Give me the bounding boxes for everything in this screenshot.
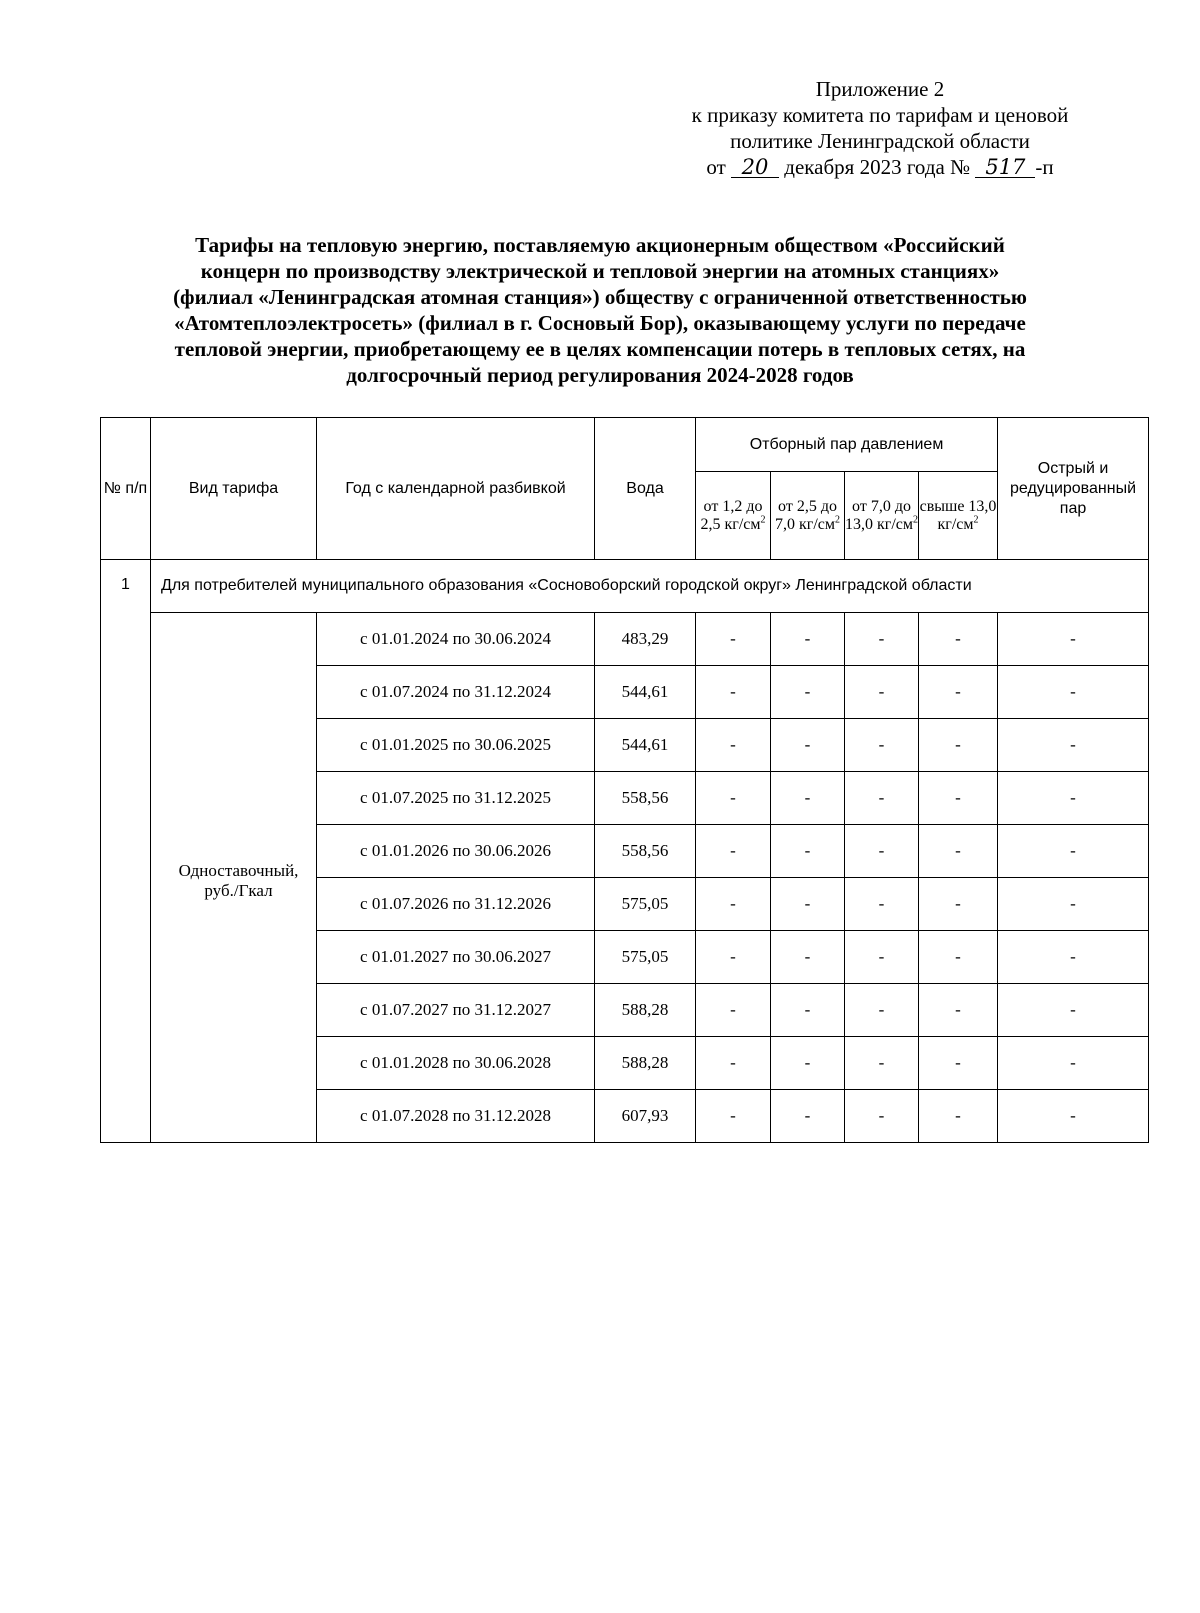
p4-cell: - <box>919 613 998 666</box>
p2-cell: - <box>771 1090 845 1143</box>
sharp-cell: - <box>998 666 1149 719</box>
handwritten-order-number: 517 <box>975 157 1035 178</box>
p4-cell: - <box>919 984 998 1037</box>
p4-cell: - <box>919 878 998 931</box>
header-num: № п/п <box>101 418 151 560</box>
header-pressure-3: от 7,0 до 13,0 $кг/см^2$ <box>845 472 919 560</box>
period-cell: с 01.07.2026 по 31.12.2026 <box>317 878 595 931</box>
p1-cell: - <box>696 1090 771 1143</box>
p3-cell: - <box>845 1090 919 1143</box>
p3-cell: - <box>845 719 919 772</box>
title-line: «Атомтеплоэлектросеть» (филиал в г. Сосновый Бор), оказывающему услуги по передаче <box>174 311 1026 335</box>
p4-cell: - <box>919 931 998 984</box>
sharp-cell: - <box>998 878 1149 931</box>
table-row <box>101 613 1149 666</box>
appendix-header <box>650 76 1110 180</box>
sharp-cell: - <box>998 613 1149 666</box>
appendix-order-ref: к приказу комитета по тарифам и ценовой <box>691 103 1069 127</box>
p3-cell: - <box>845 666 919 719</box>
date-prefix: от <box>706 155 726 179</box>
period-cell: с 01.01.2026 по 30.06.2026 <box>317 825 595 878</box>
title-line: тепловой энергии, приобретающему ее в целях компенсации потерь в тепловых сетях, на <box>174 337 1026 361</box>
sharp-cell: - <box>998 1090 1149 1143</box>
p1-cell: - <box>696 613 771 666</box>
title-line: концерн по производству электрической и тепловой энергии на атомных станциях» <box>200 259 1000 283</box>
period-cell: с 01.07.2027 по 31.12.2027 <box>317 984 595 1037</box>
p2-cell: - <box>771 931 845 984</box>
water-cell: 575,05 <box>595 931 696 984</box>
title-line: (филиал «Ленинградская атомная станция») обществу с ограниченной ответственностью <box>173 285 1027 309</box>
water-cell: 575,05 <box>595 878 696 931</box>
sharp-cell: - <box>998 825 1149 878</box>
p1-cell: - <box>696 1037 771 1090</box>
appendix-title: Приложение 2 <box>815 77 945 101</box>
p2-cell: - <box>771 772 845 825</box>
p4-cell: - <box>919 1037 998 1090</box>
p2-cell: - <box>771 1037 845 1090</box>
sharp-cell: - <box>998 772 1149 825</box>
appendix-committee: политике Ленинградской области <box>730 129 1030 153</box>
period-cell: с 01.01.2024 по 30.06.2024 <box>317 613 595 666</box>
p4-cell: - <box>919 772 998 825</box>
p4-cell: - <box>919 1090 998 1143</box>
header-steam-group: Отборный пар давлением <box>696 418 998 472</box>
p2-cell: - <box>771 613 845 666</box>
title-line: Тарифы на тепловую энергию, поставляемую акционерным обществом «Российский <box>195 233 1005 257</box>
period-cell: с 01.07.2028 по 31.12.2028 <box>317 1090 595 1143</box>
date-middle: декабря 2023 года № <box>784 155 971 179</box>
p1-cell: - <box>696 984 771 1037</box>
water-cell: 544,61 <box>595 719 696 772</box>
header-pressure-4: свыше 13,0 $кг/см^2$ <box>919 472 998 560</box>
tariff-table <box>100 417 1149 1143</box>
water-cell: 483,29 <box>595 613 696 666</box>
p2-cell: - <box>771 719 845 772</box>
water-cell: 588,28 <box>595 984 696 1037</box>
handwritten-day: 20 <box>731 157 779 178</box>
header-pressure-1: от 1,2 до 2,5 $кг/см^2$ <box>696 472 771 560</box>
water-cell: 544,61 <box>595 666 696 719</box>
consumers-group-label: Для потребителей муниципального образования «Сосновоборский городской округ» Ленинградской области <box>151 560 1149 613</box>
p3-cell: - <box>845 1037 919 1090</box>
p3-cell: - <box>845 878 919 931</box>
header-tariff-type: Вид тарифа <box>151 418 317 560</box>
water-cell: 558,56 <box>595 772 696 825</box>
p1-cell: - <box>696 719 771 772</box>
sharp-cell: - <box>998 984 1149 1037</box>
p1-cell: - <box>696 825 771 878</box>
period-cell: с 01.01.2027 по 30.06.2027 <box>317 931 595 984</box>
sharp-cell: - <box>998 931 1149 984</box>
title-line: долгосрочный период регулирования 2024-2028 годов <box>346 363 854 387</box>
row-number: 1 <box>101 560 151 1143</box>
p4-cell: - <box>919 666 998 719</box>
table-body <box>101 560 1149 1143</box>
p1-cell: - <box>696 666 771 719</box>
p4-cell: - <box>919 719 998 772</box>
p2-cell: - <box>771 878 845 931</box>
water-cell: 607,93 <box>595 1090 696 1143</box>
p1-cell: - <box>696 878 771 931</box>
header-sharp-steam: Острый и редуцированный пар <box>998 418 1149 560</box>
water-cell: 588,28 <box>595 1037 696 1090</box>
p2-cell: - <box>771 984 845 1037</box>
period-cell: с 01.07.2025 по 31.12.2025 <box>317 772 595 825</box>
p4-cell: - <box>919 825 998 878</box>
p1-cell: - <box>696 772 771 825</box>
p3-cell: - <box>845 613 919 666</box>
p3-cell: - <box>845 825 919 878</box>
appendix-date-line <box>650 154 1110 180</box>
p2-cell: - <box>771 666 845 719</box>
sharp-cell: - <box>998 719 1149 772</box>
period-cell: с 01.01.2025 по 30.06.2025 <box>317 719 595 772</box>
p2-cell: - <box>771 825 845 878</box>
header-pressure-2: от 2,5 до 7,0 $кг/см^2$ <box>771 472 845 560</box>
header-water: Вода <box>595 418 696 560</box>
p3-cell: - <box>845 772 919 825</box>
p1-cell: - <box>696 931 771 984</box>
period-cell: с 01.07.2024 по 31.12.2024 <box>317 666 595 719</box>
p3-cell: - <box>845 984 919 1037</box>
sharp-cell: - <box>998 1037 1149 1090</box>
p3-cell: - <box>845 931 919 984</box>
order-suffix: -п <box>1035 155 1054 179</box>
water-cell: 558,56 <box>595 825 696 878</box>
tariff-type-cell: Одноставочный, руб./Гкал <box>151 613 317 1143</box>
header-year: Год с календарной разбивкой <box>317 418 595 560</box>
document-title <box>100 232 1100 388</box>
period-cell: с 01.01.2028 по 30.06.2028 <box>317 1037 595 1090</box>
